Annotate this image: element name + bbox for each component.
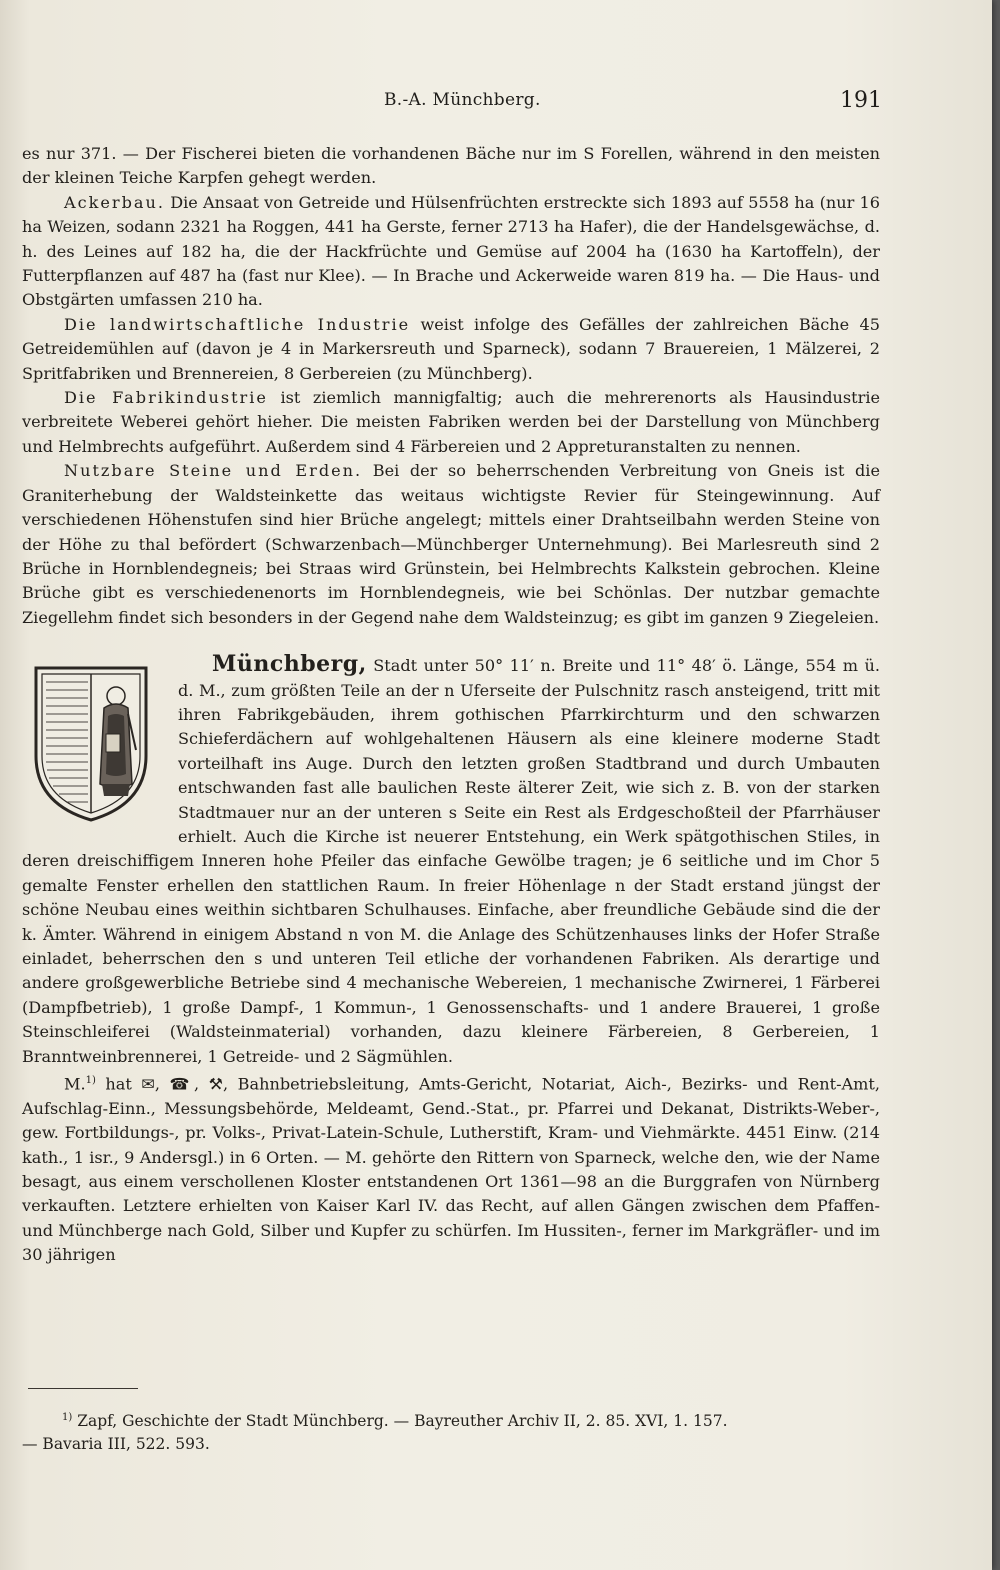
page-number: 191 — [840, 88, 882, 113]
paragraph-behoerden-geschichte — [22, 1069, 880, 1268]
paragraph-fischerei — [22, 142, 880, 191]
coat-of-arms-image — [32, 664, 150, 824]
paragraph-fabrikindustrie — [22, 386, 880, 459]
paragraph-text: weist infolge des Gefälles der zahlreichen Bäche 45 Getreidemühlen auf (davon je 4 in Markersreuth und Sparneck), sodann 7 Brauereien, 1 Mälzerei, 2 Spritfabriken und Brennereien, 8 Gerbereien (zu Münchberg). — [22, 314, 880, 383]
footnotes — [22, 1406, 872, 1456]
paragraph-text: ist ziemlich mannigfaltig; auch die mehrerenorts als Hausindustrie verbreitete Weberei gehört hieher. Die meisten Fabriken werden bei der Darstellung von Münchberg und Helmbrechts aufgeführt. Außerdem sind 4 Färbereien und 2 Appreturanstalten zu nennen. — [22, 388, 880, 456]
abbrev-m: M. — [64, 1074, 86, 1094]
section-heading: Die Fabrikindustrie — [64, 388, 268, 408]
paragraph-text: Bei der so beherrschenden Verbreitung von Gneis ist die Graniterhebung der Waldsteinkette das weitaus wichtigste Revier für Steingewinnung. Auf verschiedenen Höhenstufen sind hier Brüche angelegt; mittels einer Drahtseilbahn werden Steine von der Höhe zu thal befördert (Schwarzenbach—Münchberger Unternehmung). Bei Marlesreuth sind 2 Brüche in Hornblendegneis; bei Straas wird Grünstein, bei Helmbrechts Kalkstein gebrochen. Kleine Brüche gibt es verschiedenenorts im Hornblendegneis, wie bei Schönlas. Der nutzbar gemachte Ziegellehm findet sich besonders in der Gegend nahe dem Waldsteinzug; es gibt im ganzen 9 Ziegeleien. — [22, 461, 880, 627]
town-name: Münchberg, — [212, 651, 367, 678]
paragraph-steine-erden — [22, 459, 880, 630]
page-header — [0, 88, 992, 118]
footnote-divider — [28, 1388, 138, 1389]
paragraph-text: Die Ansaat von Getreide und Hülsenfrüchten erstreckte sich 1893 auf 5558 ha (nur 16 ha Weizen, sodann 2321 ha Roggen, 441 ha Gerste, ferner 2713 ha Hafer), die der Handelsgewächse, d. h. des Leines auf 182 ha, die der Hackfrüchte und Gemüse auf 2004 ha (1630 ha Kartoffeln), der Futterpflanzen auf 487 ha (fast nur Klee). — In Brache und Ackerweide waren 819 ha. — Die Haus- und Obstgärten umfassen 210 ha. — [22, 192, 880, 310]
paragraph-landwirtschaftliche-industrie — [22, 313, 880, 386]
paragraph-text: hat ✉, ☎, ⚒, Bahnbetriebsleitung, Amts-Gericht, Notariat, Aich-, Bezirks- und Rent-Amt, Aufschlag-Einn., Messungsbehörde, Meldeamt, Gend.-Stat., pr. Pfarrei und Dekanat, Distrikts-Weber-, gew. Fortbildungs-, pr. Volks-, Privat-Latein-Schule, Lutherstift, Kram- und Viehmärkte. 4451 Einw. (214 kath., 1 isr., 9 Andersgl.) in 6 Orten. — M. gehörte den Rittern von Sparneck, welche den, wie der Name besagt, aus einem verschollenen Kloster entstandenen Ort 1361—98 an die Burggrafen von Nürnberg verkauften. Letztere erhielten von Kaiser Karl IV. das Recht, auf allen Gängen zwischen dem Pfaffen- und Münchberge nach Gold, Silber und Kupfer zu schürfen. Im Hussiten-, ferner im Markgräfler- und im 30 jährigen — [22, 1074, 880, 1265]
main-text — [22, 142, 880, 1268]
paragraph-muenchberg — [22, 652, 880, 1069]
paragraph-text: Stadt unter 50° 11′ n. Breite und 11° 48′ ö. Länge, 554 m ü. d. M., zum größten Teile an der n Uferseite der Pulschnitz rasch ansteigend, tritt mit ihren Fabrikgebäuden, ihrem gothischen Pfarrkirchturm und den schwarzen Schieferdächern auf wohlgehaltenen Häusern als eine kleinere moderne Stadt vorteilhaft ins Auge. Durch den letzten großen Stadtbrand und durch Umbauten entschwanden fast alle baulichen Reste älterer Zeit, wie sich z. B. von der starken Stadtmauer nur an der unteren s Seite ein Rest als Erdgeschoßteil der Pfarrhäuser erhielt. Auch die Kirche ist neuerer Entstehung, ein Werk spätgothischen Stiles, in deren dreischiffigem Inneren hohe Pfeiler das einfache Gewölbe tragen; je 6 seitliche und im Chor 5 gemalte Fenster erhellen den stattlichen Raum. In freier Höhenlage n der Stadt erstand jüngst der schöne Neubau eines weithin sichtbaren Schulhauses. Einfache, aber freundliche Gebäude sind die der k. Ämter. Während in einigem Abstand n von M. die Anlage des Schützenhauses links der Hofer Straße einladet, beherrschen den s und unteren Teil etliche der vorhandenen Fabriken. Als derartige und andere großgewerbliche Betriebe sind 4 mechanische Webereien, 1 mechanische Zwirnerei, 1 Färberei (Dampfbetrieb), 1 große Dampf-, 1 Kommun-, 1 Genossenschafts- und 1 andere Brauerei, 1 große Steinschleiferei (Waldsteinmaterial) vorhanden, dazu kleinere Färbereien, 8 Gerbereien, 1 Branntweinbrennerei, 1 Getreide- und 2 Sägmühlen. — [22, 656, 880, 1066]
paragraph-ackerbau — [22, 191, 880, 313]
section-heading: Nutzbare Steine und Erden. — [64, 461, 363, 481]
footnote-1 — [22, 1406, 872, 1456]
footnote-text: Zapf, Geschichte der Stadt Münchberg. — Bayreuther Archiv II, 2. 85. XVI, 1. 157. — [72, 1412, 728, 1431]
paragraph-text: es nur 371. — Der Fischerei bieten die vorhandenen Bäche nur im S Forellen, während in den meisten der kleinen Teiche Karpfen gehegt werden. — [22, 144, 880, 188]
running-head: B.-A. Münchberg. — [384, 90, 541, 110]
footnote-ref: 1) — [85, 1075, 96, 1087]
footnote-mark: 1) — [62, 1412, 73, 1423]
section-heading: Ackerbau. — [64, 192, 165, 212]
footnote-continuation: — Bavaria III, 522. 593. — [22, 1435, 210, 1454]
section-heading: Die landwirtschaftliche Industrie — [64, 314, 411, 334]
